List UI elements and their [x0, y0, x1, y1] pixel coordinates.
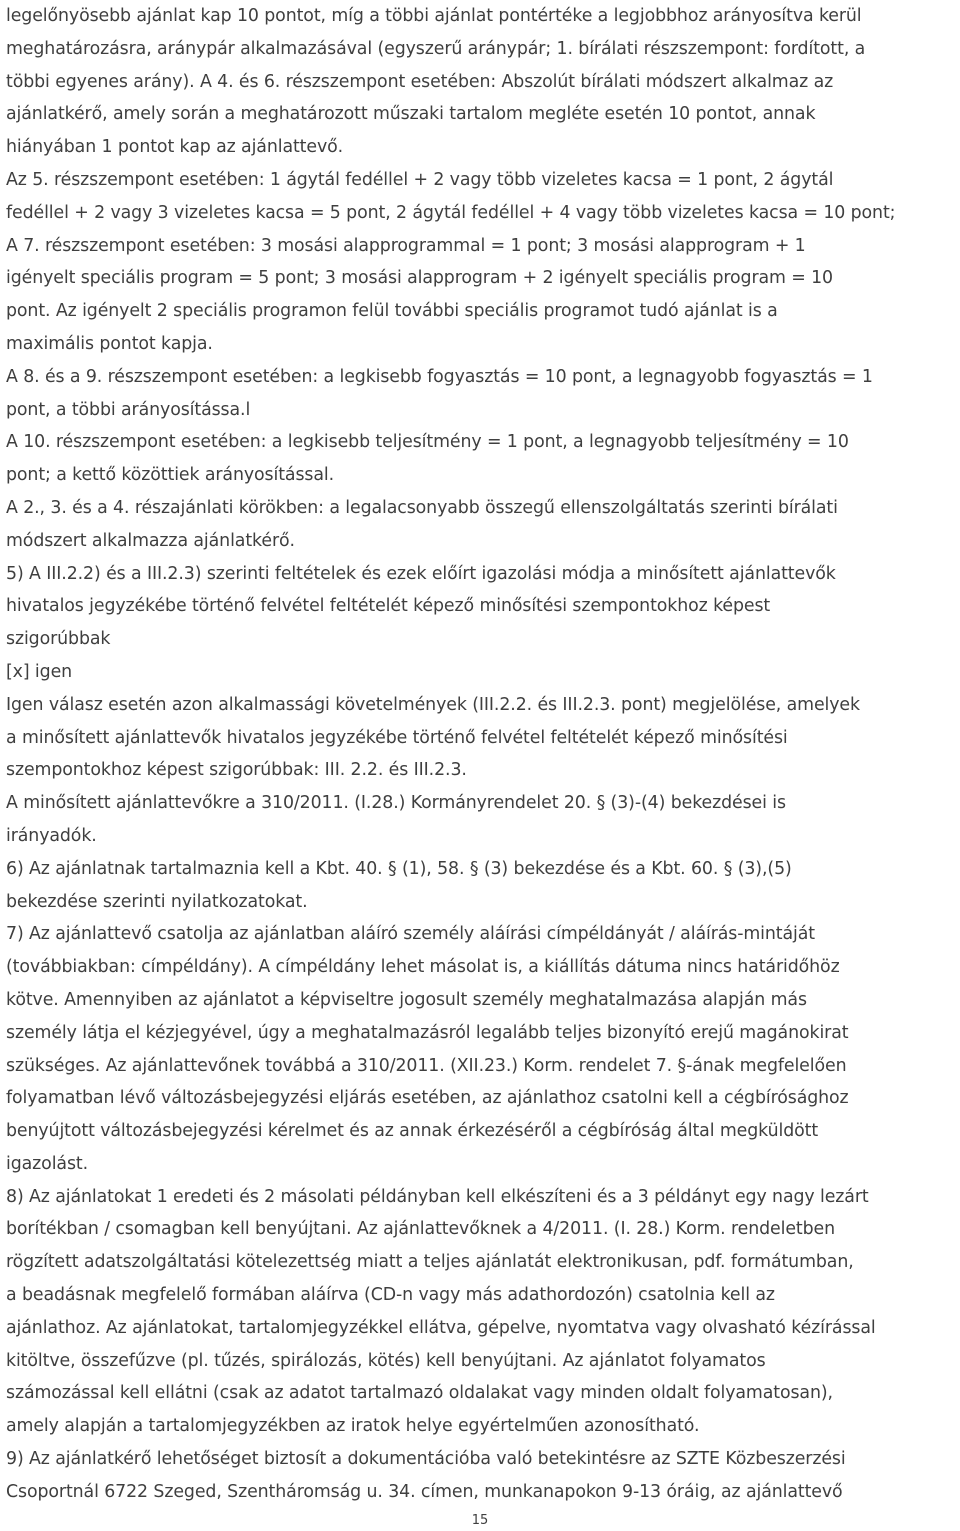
text-line: bekezdése szerinti nyilatkozatokat.	[6, 891, 308, 912]
text-line: módszert alkalmazza ajánlatkérő.	[6, 530, 295, 551]
document-body	[6, 0, 956, 1509]
text-line: 7) Az ajánlattevő csatolja az ajánlatban aláíró személy aláírási címpéldányát / aláírás-mintáját	[6, 924, 816, 945]
text-line: pont; a kettő közöttiek arányosítással.	[6, 465, 335, 486]
text-line: 9) Az ajánlatkérő lehetőséget biztosít a dokumentációba való betekintésre az SZTE Közbeszerzési	[6, 1449, 846, 1470]
text-line: pont. Az igényelt 2 speciális programon felül további speciális programot tudó ajánlat is a	[6, 301, 778, 322]
text-line: Igen válasz esetén azon alkalmassági követelmények (III.2.2. és III.2.3. pont) megjelölése, amelyek	[6, 694, 860, 715]
text-line: A 7. részszempont esetében: 3 mosási alapprogrammal = 1 pont; 3 mosási alapprogram + 1	[6, 235, 806, 256]
text-line: kötve. Amennyiben az ajánlatot a képviseltre jogosult személy meghatalmazása alapján más	[6, 989, 807, 1010]
text-line: igazolást.	[6, 1153, 89, 1174]
text-line: 8) Az ajánlatokat 1 eredeti és 2 másolati példányban kell elkészíteni és a 3 példányt egy nagy lezárt	[6, 1186, 869, 1207]
text-line: [x] igen	[6, 661, 73, 682]
text-line: A 2., 3. és a 4. részajánlati körökben: a legalacsonyabb összegű ellenszolgáltatás szerinti bírálati	[6, 497, 838, 518]
text-line: (továbbiakban: címpéldány). A címpéldány lehet másolat is, a kiállítás dátuma nincs határidőhöz	[6, 957, 840, 978]
text-line: meghatározásra, aránypár alkalmazásával (egyszerű aránypár; 1. bírálati részszempont: fordított, a	[6, 38, 866, 59]
text-line: ajánlathoz. Az ajánlatokat, tartalomjegyzékkel ellátva, gépelve, nyomtatva vagy olvasható kézírással	[6, 1317, 876, 1338]
text-line: A minősített ajánlattevőkre a 310/2011. (I.28.) Kormányrendelet 20. § (3)-(4) bekezdései is	[6, 793, 786, 814]
text-line: rögzített adatszolgáltatási kötelezettség miatt a teljes ajánlatát elektronikusan, pdf. formátumban,	[6, 1252, 854, 1273]
text-line: szigorúbbak	[6, 629, 111, 650]
text-line: A 10. részszempont esetében: a legkisebb teljesítmény = 1 pont, a legnagyobb teljesítmény = 10	[6, 432, 849, 453]
text-line: hiányában 1 pontot kap az ajánlattevő.	[6, 137, 344, 158]
text-line: hivatalos jegyzékébe történő felvétel feltételét képező minősítési szempontokhoz képest	[6, 596, 771, 617]
text-line: legelőnyösebb ajánlat kap 10 pontot, míg a többi ajánlat pontértéke a legjobbhoz arányosítva kerül	[6, 6, 862, 26]
text-line: a minősített ajánlattevők hivatalos jegyzékébe történő felvétel feltételét képező minősítési	[6, 727, 788, 748]
page-number: 15	[471, 1513, 489, 1528]
text-line: Az 5. részszempont esetében: 1 ágytál fedéllel + 2 vagy több vizeletes kacsa = 1 pont, 2 ágytál	[6, 169, 834, 190]
text-line: személy látja el kézjegyével, úgy a meghatalmazásról legalább teljes bizonyító erejű magánokirat	[6, 1022, 849, 1043]
text-line: ajánlatkérő, amely során a meghatározott műszaki tartalom megléte esetén 10 pontot, annak	[6, 104, 816, 125]
text-line: 5) A III.2.2) és a III.2.3) szerinti feltételek és ezek előírt igazolási módja a minősített ajánlattevők	[6, 563, 836, 584]
text-line: kitöltve, összefűzve (pl. tűzés, spirálozás, kötés) kell benyújtani. Az ajánlatot folyamatos	[6, 1350, 766, 1371]
text-line: Csoportnál 6722 Szeged, Szentháromság u. 34. címen, munkanapokon 9-13 óráig, az ajánlattevő	[6, 1481, 843, 1502]
text-line: 6) Az ajánlatnak tartalmaznia kell a Kbt. 40. § (1), 58. § (3) bekezdése és a Kbt. 60. § (3),(5)	[6, 858, 792, 879]
text-line: borítékban / csomagban kell benyújtani. Az ajánlattevőknek a 4/2011. (I. 28.) Korm. rendeletben	[6, 1219, 836, 1240]
text-line: többi egyenes arány). A 4. és 6. részszempont esetében: Abszolút bírálati módszert alkalmaz az	[6, 71, 834, 92]
text-line: igényelt speciális program = 5 pont; 3 mosási alapprogram + 2 igényelt speciális program = 10	[6, 268, 833, 289]
text-line: szükséges. Az ajánlattevőnek továbbá a 310/2011. (XII.23.) Korm. rendelet 7. §-ának megfelelően	[6, 1055, 847, 1076]
text-line: fedéllel + 2 vagy 3 vizeletes kacsa = 5 pont, 2 ágytál fedéllel + 4 vagy több vizeletes kacsa = 10 pont;	[6, 202, 896, 223]
text-line: számozással kell ellátni (csak az adatot tartalmazó oldalakat vagy minden oldalt folyamatosan),	[6, 1383, 833, 1404]
text-line: irányadók.	[6, 825, 97, 846]
text-line: maximális pontot kapja.	[6, 333, 213, 354]
text-line: pont, a többi arányosítássa.l	[6, 399, 251, 420]
text-line: szempontokhoz képest szigorúbbak: III. 2.2. és III.2.3.	[6, 760, 467, 781]
text-line: folyamatban lévő változásbejegyzési eljárás esetében, az ajánlathoz csatolni kell a cégbírósághoz	[6, 1088, 849, 1109]
text-line: a beadásnak megfelelő formában aláírva (CD-n vagy más adathordozón) csatolnia kell az	[6, 1285, 775, 1306]
text-line: A 8. és a 9. részszempont esetében: a legkisebb fogyasztás = 10 pont, a legnagyobb fogyasztás = 1	[6, 366, 873, 387]
text-line: benyújtott változásbejegyzési kérelmet és az annak érkezéséről a cégbíróság által megküldött	[6, 1121, 819, 1142]
text-line: amely alapján a tartalomjegyzékben az iratok helye egyértelműen azonosítható.	[6, 1416, 700, 1437]
